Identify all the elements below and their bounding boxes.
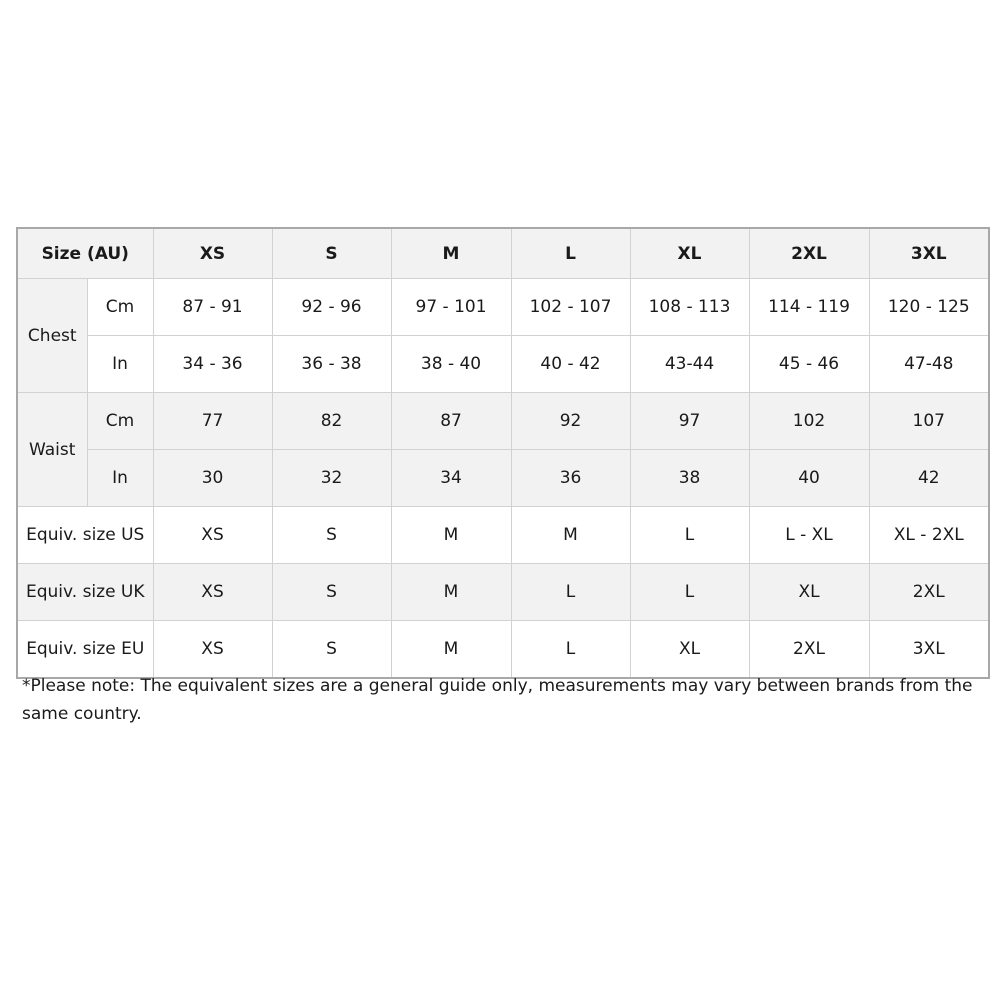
- table-row: [17, 393, 989, 450]
- equiv-eu-label: Equiv. size EU: [17, 621, 153, 679]
- table-cell: 97: [630, 393, 749, 450]
- table-cell: 47-48: [869, 336, 989, 393]
- table-row: [17, 450, 989, 507]
- table-cell: 87: [391, 393, 511, 450]
- header-size: M: [391, 228, 511, 279]
- table-cell: L - XL: [749, 507, 869, 564]
- header-size: 2XL: [749, 228, 869, 279]
- table-cell: S: [272, 621, 391, 679]
- chest-label: Chest: [17, 279, 87, 393]
- footnote: *Please note: The equivalent sizes are a general guide only, measurements may vary between brands from the same country.: [22, 676, 973, 724]
- table-cell: 92: [511, 393, 630, 450]
- table-cell: 30: [153, 450, 272, 507]
- table-cell: XL: [630, 621, 749, 679]
- table-cell: 36 - 38: [272, 336, 391, 393]
- table-cell: 107: [869, 393, 989, 450]
- table-cell: 40: [749, 450, 869, 507]
- table-row: [17, 336, 989, 393]
- table-cell: L: [630, 507, 749, 564]
- table-cell: 38: [630, 450, 749, 507]
- table-cell: L: [630, 564, 749, 621]
- equiv-us-label: Equiv. size US: [17, 507, 153, 564]
- table-cell: 102: [749, 393, 869, 450]
- table-cell: L: [511, 621, 630, 679]
- table-cell: 43-44: [630, 336, 749, 393]
- size-table: [16, 227, 990, 679]
- header-size: XL: [630, 228, 749, 279]
- table-cell: XS: [153, 564, 272, 621]
- table-cell: 108 - 113: [630, 279, 749, 336]
- table-cell: 102 - 107: [511, 279, 630, 336]
- header-row: [17, 228, 989, 279]
- table-cell: M: [391, 621, 511, 679]
- table-row: [17, 507, 989, 564]
- table-cell: M: [511, 507, 630, 564]
- table-cell: 38 - 40: [391, 336, 511, 393]
- unit-label: Cm: [87, 279, 153, 336]
- table-cell: 40 - 42: [511, 336, 630, 393]
- waist-label: Waist: [17, 393, 87, 507]
- table-cell: 114 - 119: [749, 279, 869, 336]
- header-corner: Size (AU): [17, 228, 153, 279]
- table-cell: 45 - 46: [749, 336, 869, 393]
- unit-label: In: [87, 336, 153, 393]
- header-size: S: [272, 228, 391, 279]
- table-cell: 97 - 101: [391, 279, 511, 336]
- table-cell: 3XL: [869, 621, 989, 679]
- table-cell: XL - 2XL: [869, 507, 989, 564]
- table-cell: M: [391, 564, 511, 621]
- table-cell: 36: [511, 450, 630, 507]
- table-cell: S: [272, 564, 391, 621]
- header-size: 3XL: [869, 228, 989, 279]
- header-size: L: [511, 228, 630, 279]
- unit-label: In: [87, 450, 153, 507]
- table-cell: XS: [153, 507, 272, 564]
- table-row: [17, 279, 989, 336]
- table-cell: S: [272, 507, 391, 564]
- table-cell: 92 - 96: [272, 279, 391, 336]
- table-cell: 42: [869, 450, 989, 507]
- header-size: XS: [153, 228, 272, 279]
- unit-label: Cm: [87, 393, 153, 450]
- size-chart: [16, 227, 988, 679]
- table-cell: M: [391, 507, 511, 564]
- equiv-uk-label: Equiv. size UK: [17, 564, 153, 621]
- table-cell: XS: [153, 621, 272, 679]
- table-cell: L: [511, 564, 630, 621]
- table-row: [17, 564, 989, 621]
- table-cell: 32: [272, 450, 391, 507]
- table-row: [17, 621, 989, 679]
- table-cell: 120 - 125: [869, 279, 989, 336]
- table-cell: 2XL: [869, 564, 989, 621]
- table-cell: 82: [272, 393, 391, 450]
- table-cell: 77: [153, 393, 272, 450]
- table-cell: 2XL: [749, 621, 869, 679]
- table-cell: XL: [749, 564, 869, 621]
- table-cell: 34: [391, 450, 511, 507]
- table-cell: 34 - 36: [153, 336, 272, 393]
- table-cell: 87 - 91: [153, 279, 272, 336]
